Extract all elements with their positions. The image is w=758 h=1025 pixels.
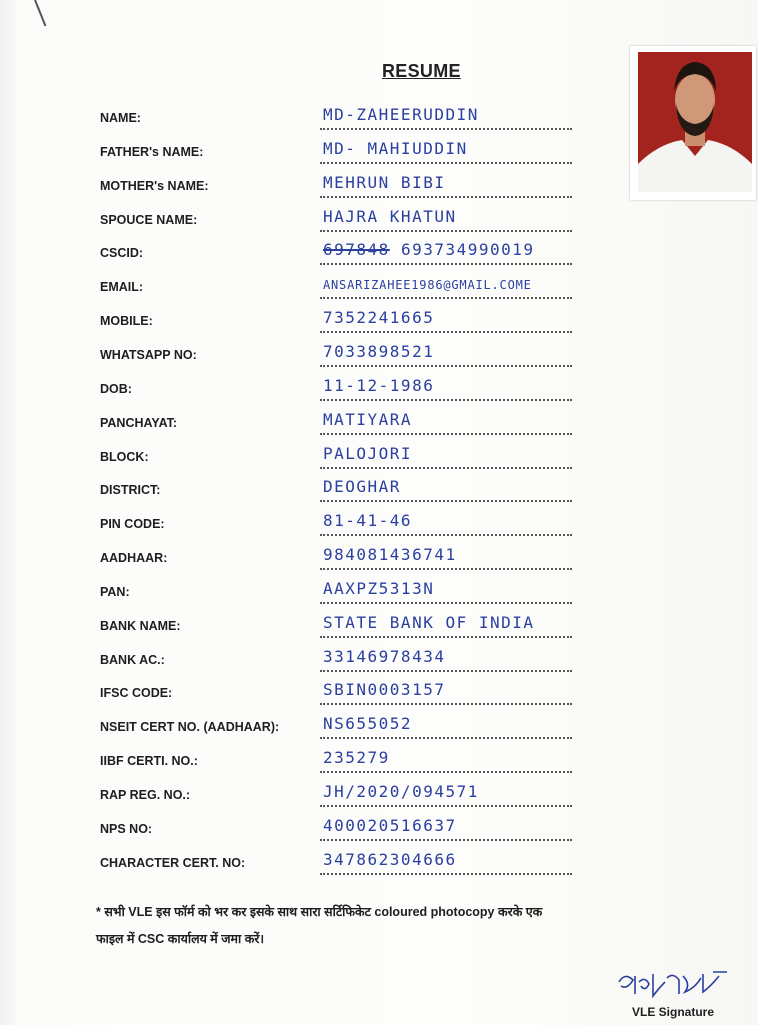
dotted-line (320, 670, 572, 672)
instruction-note-line-1: * सभी VLE इस फॉर्म को भर कर इसके साथ सारा सर्टिफिकेट coloured photocopy करके एक (96, 905, 543, 919)
page-title: RESUME (382, 61, 461, 81)
field-value: 33146978434 (323, 646, 446, 666)
field-label: NAME: (100, 111, 141, 125)
field-label: NPS NO: (100, 821, 153, 836)
form-row (0, 374, 758, 408)
field-label: WHATSAPP NO: (100, 347, 197, 362)
form-row (0, 272, 758, 306)
form-row (0, 611, 758, 645)
field-label: CSCID: (100, 246, 144, 261)
field-value: MEHRUN BIBI (323, 172, 446, 192)
dotted-line (320, 703, 572, 705)
dotted-line (320, 771, 572, 773)
field-value: HAJRA KHATUN (323, 206, 457, 226)
signature-label: VLE Signature (632, 1005, 715, 1019)
dotted-line (320, 805, 572, 807)
field-label: FATHER's NAME: (100, 144, 204, 159)
field-label: AADHAAR: (100, 551, 168, 566)
field-label: DOB: (100, 381, 132, 396)
dotted-line (320, 162, 572, 164)
dotted-line (320, 873, 572, 875)
form-row (0, 543, 758, 577)
field-value: MD- MAHIUDDIN (323, 138, 468, 158)
field-value: ANSARIZAHEE1986@GMAIL.COME (323, 278, 532, 293)
dotted-line (320, 636, 572, 638)
form-row (0, 746, 758, 780)
form-row (0, 340, 758, 374)
field-value: 400020516637 (323, 815, 457, 835)
form-row (0, 306, 758, 340)
field-label: BANK NAME: (100, 618, 181, 633)
form-row (0, 238, 758, 272)
field-label: BLOCK: (100, 449, 149, 464)
field-label: IFSC CODE: (100, 686, 173, 701)
field-value: DEOGHAR (323, 477, 401, 497)
form-row (0, 171, 758, 205)
dotted-line (320, 602, 572, 604)
dotted-line (320, 737, 572, 739)
corrected-value: 693734990019 (400, 240, 535, 260)
field-label: PANCHAYAT: (100, 415, 178, 430)
field-value: 81-41-46 (323, 511, 413, 531)
handwritten-signature (615, 968, 735, 1008)
pen-mark (34, 0, 46, 26)
form-row (0, 442, 758, 476)
form-row (0, 577, 758, 611)
dotted-line (320, 568, 572, 570)
dotted-line (320, 297, 572, 299)
dotted-line (320, 196, 572, 198)
field-label: PIN CODE: (100, 517, 165, 532)
dotted-line (320, 500, 572, 502)
field-value: 11-12-1986 (323, 375, 435, 395)
field-value: MATIYARA (323, 409, 413, 429)
field-value: 235279 (323, 748, 390, 768)
field-label: CHARACTER CERT. NO: (100, 855, 246, 870)
instruction-note-line-2: फाइल में CSC कार्यालय में जमा करें। (96, 932, 265, 946)
form-row (0, 814, 758, 848)
dotted-line (320, 331, 572, 333)
field-label: EMAIL: (100, 280, 144, 295)
form-row (0, 645, 758, 679)
dotted-line (320, 534, 572, 536)
field-label: IIBF CERTI. NO.: (100, 754, 198, 769)
field-value: 984081436741 (323, 545, 457, 565)
field-label: PAN: (100, 584, 130, 599)
field-value: MD-ZAHEERUDDIN (323, 105, 479, 124)
dotted-line (320, 263, 572, 265)
form-row (0, 408, 758, 442)
field-value: PALOJORI (323, 443, 413, 463)
field-label: MOBILE: (100, 314, 153, 329)
field-value: SBIN0003157 (323, 680, 446, 700)
dotted-line (320, 467, 572, 469)
dotted-line (320, 433, 572, 435)
form-row (0, 780, 758, 814)
form-row (0, 103, 758, 137)
form-row (0, 205, 758, 239)
form-row (0, 509, 758, 543)
dotted-line (320, 128, 572, 130)
field-value: JH/2020/094571 (323, 782, 479, 801)
field-label: RAP REG. NO.: (100, 788, 191, 802)
dotted-line (320, 365, 572, 367)
form-row (0, 848, 758, 882)
dotted-line (320, 230, 572, 232)
field-label: NSEIT CERT NO. (AADHAAR): (100, 720, 280, 735)
field-value (323, 240, 535, 259)
dotted-line (320, 399, 572, 401)
form-row (0, 712, 758, 746)
field-value: 7352241665 (323, 308, 435, 328)
field-label: DISTRICT: (100, 483, 161, 498)
field-value: 7033898521 (323, 341, 435, 361)
struck-value: 697848 (323, 240, 390, 260)
field-value: NS655052 (323, 714, 413, 734)
form-row (0, 475, 758, 509)
field-label: BANK AC.: (100, 652, 165, 667)
field-value: 347862304666 (323, 849, 457, 869)
field-value: AAXPZ5313N (323, 578, 435, 598)
dotted-line (320, 839, 572, 841)
form-row (0, 137, 758, 171)
field-label: SPOUCE NAME: (100, 212, 198, 227)
field-label: MOTHER's NAME: (100, 178, 209, 193)
field-value: STATE BANK OF INDIA (323, 612, 535, 632)
form-row (0, 678, 758, 712)
